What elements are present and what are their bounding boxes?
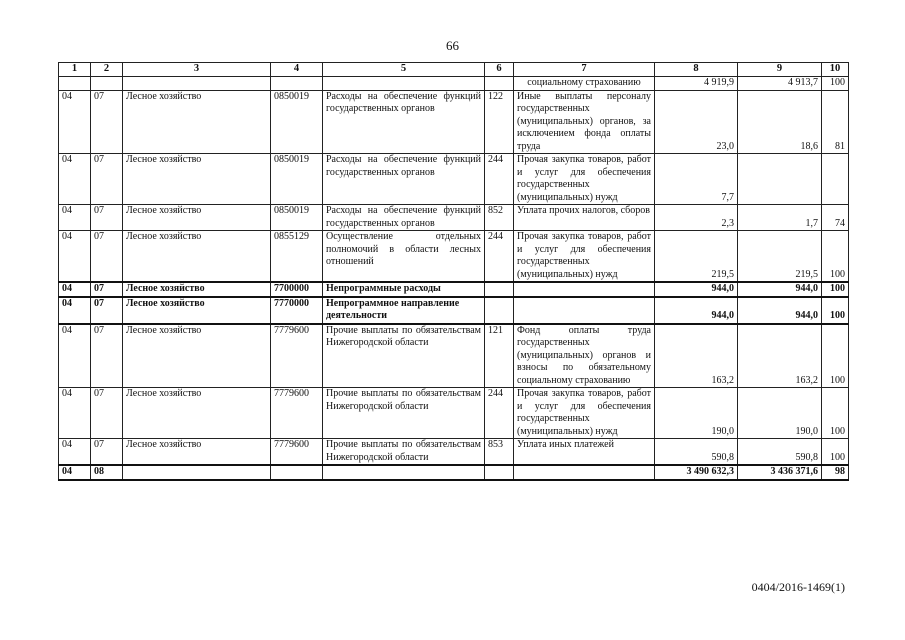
cell-subsection: 07 [91, 282, 123, 297]
cell-actual: 944,0 [738, 282, 822, 297]
cell-article-name: Непрограммные расходы [323, 282, 485, 297]
cell-actual: 18,6 [738, 90, 822, 154]
cell-expense-type: 853 [485, 439, 514, 466]
cell-plan: 190,0 [655, 388, 738, 439]
header-cell: 10 [822, 63, 849, 77]
cell-section: 04 [59, 297, 91, 324]
cell-plan: 944,0 [655, 297, 738, 324]
cell-percent: 100 [822, 439, 849, 466]
header-cell: 6 [485, 63, 514, 77]
cell-target-article: 7779600 [271, 324, 323, 388]
table-row [59, 205, 849, 231]
cell-actual: 219,5 [738, 231, 822, 283]
header-cell: 9 [738, 63, 822, 77]
cell-subsection [91, 77, 123, 91]
cell-actual: 163,2 [738, 324, 822, 388]
cell-plan: 590,8 [655, 439, 738, 466]
header-cell: 8 [655, 63, 738, 77]
cell-expense-type [485, 282, 514, 297]
cell-target-article: 0850019 [271, 154, 323, 205]
cell-expense-name [514, 465, 655, 480]
cell-plan: 944,0 [655, 282, 738, 297]
cell-target-article: 0850019 [271, 90, 323, 154]
cell-section: 04 [59, 324, 91, 388]
cell-subsection: 07 [91, 205, 123, 231]
table-row [59, 77, 849, 91]
table-row [59, 324, 849, 388]
table-row-total [59, 297, 849, 324]
cell-article-name [323, 77, 485, 91]
cell-subsection: 08 [91, 465, 123, 480]
table-row-total [59, 282, 849, 297]
header-cell: 3 [123, 63, 271, 77]
table-row-total [59, 465, 849, 480]
cell-expense-type [485, 297, 514, 324]
cell-target-article: 7779600 [271, 439, 323, 466]
cell-percent: 100 [822, 297, 849, 324]
header-cell: 2 [91, 63, 123, 77]
cell-plan: 3 490 632,3 [655, 465, 738, 480]
cell-target-article: 0850019 [271, 205, 323, 231]
cell-article-name: Непрограммное направление деятельности [323, 297, 485, 324]
cell-section: 04 [59, 388, 91, 439]
table-row [59, 154, 849, 205]
page-number: 66 [446, 38, 459, 53]
cell-target-article: 0855129 [271, 231, 323, 283]
cell-actual: 1,7 [738, 205, 822, 231]
cell-section-name: Лесное хозяйство [123, 154, 271, 205]
cell-expense-name: социальному страхованию [514, 77, 655, 91]
cell-expense-type [485, 465, 514, 480]
cell-section: 04 [59, 231, 91, 283]
cell-percent: 81 [822, 90, 849, 154]
cell-percent: 74 [822, 205, 849, 231]
header-cell: 7 [514, 63, 655, 77]
cell-actual: 944,0 [738, 297, 822, 324]
cell-expense-name: Иные выплаты персоналу государственных (муниципальных) органов, за исключением фонда оплаты труда [514, 90, 655, 154]
cell-plan: 23,0 [655, 90, 738, 154]
cell-article-name: Расходы на обеспечение функций государственных органов [323, 205, 485, 231]
cell-expense-name: Фонд оплаты труда государственных (муниципальных) органов и взносы по обязательному социальному страхованию [514, 324, 655, 388]
cell-percent: 100 [822, 231, 849, 283]
cell-subsection: 07 [91, 439, 123, 466]
cell-plan: 219,5 [655, 231, 738, 283]
header-row [59, 63, 849, 77]
cell-actual: 190,0 [738, 388, 822, 439]
cell-percent: 100 [822, 324, 849, 388]
document-code: 0404/2016-1469(1) [751, 580, 845, 594]
cell-plan: 163,2 [655, 324, 738, 388]
cell-section-name: Лесное хозяйство [123, 90, 271, 154]
cell-expense-name: Прочая закупка товаров, работ и услуг для обеспечения государственных (муниципальных) нужд [514, 154, 655, 205]
cell-subsection: 07 [91, 388, 123, 439]
cell-section-name: Лесное хозяйство [123, 297, 271, 324]
cell-subsection: 07 [91, 154, 123, 205]
cell-section-name [123, 465, 271, 480]
cell-expense-type: 122 [485, 90, 514, 154]
cell-article-name: Осуществление отдельных полномочий в области лесных отношений [323, 231, 485, 283]
table-row [59, 388, 849, 439]
cell-section: 04 [59, 439, 91, 466]
table-row [59, 90, 849, 154]
cell-section: 04 [59, 90, 91, 154]
cell-expense-type: 244 [485, 388, 514, 439]
cell-section: 04 [59, 154, 91, 205]
cell-target-article [271, 465, 323, 480]
header-cell: 4 [271, 63, 323, 77]
cell-section [59, 77, 91, 91]
cell-expense-type: 244 [485, 231, 514, 283]
cell-percent [822, 154, 849, 205]
cell-expense-type [485, 77, 514, 91]
cell-subsection: 07 [91, 324, 123, 388]
cell-article-name [323, 465, 485, 480]
cell-expense-name: Уплата иных платежей [514, 439, 655, 466]
cell-expense-name [514, 297, 655, 324]
cell-section-name: Лесное хозяйство [123, 324, 271, 388]
cell-target-article: 7700000 [271, 282, 323, 297]
cell-article-name: Прочие выплаты по обязательствам Нижегородской области [323, 439, 485, 466]
cell-expense-type: 121 [485, 324, 514, 388]
cell-percent: 100 [822, 282, 849, 297]
cell-section-name: Лесное хозяйство [123, 205, 271, 231]
cell-section-name: Лесное хозяйство [123, 282, 271, 297]
cell-article-name: Прочие выплаты по обязательствам Нижегородской области [323, 388, 485, 439]
cell-article-name: Расходы на обеспечение функций государственных органов [323, 154, 485, 205]
table-row [59, 231, 849, 283]
cell-article-name: Расходы на обеспечение функций государственных органов [323, 90, 485, 154]
cell-expense-name: Уплата прочих налогов, сборов [514, 205, 655, 231]
cell-actual: 590,8 [738, 439, 822, 466]
cell-expense-name: Прочая закупка товаров, работ и услуг для обеспечения государственных (муниципальных) нужд [514, 388, 655, 439]
cell-expense-type: 852 [485, 205, 514, 231]
cell-actual: 3 436 371,6 [738, 465, 822, 480]
cell-percent: 100 [822, 77, 849, 91]
cell-subsection: 07 [91, 231, 123, 283]
cell-percent: 100 [822, 388, 849, 439]
header-cell: 5 [323, 63, 485, 77]
cell-section-name: Лесное хозяйство [123, 388, 271, 439]
cell-plan: 2,3 [655, 205, 738, 231]
cell-plan: 4 919,9 [655, 77, 738, 91]
cell-actual: 4 913,7 [738, 77, 822, 91]
budget-table [58, 62, 849, 481]
cell-target-article: 7779600 [271, 388, 323, 439]
cell-section-name: Лесное хозяйство [123, 439, 271, 466]
table-row [59, 439, 849, 466]
cell-section: 04 [59, 205, 91, 231]
cell-percent: 98 [822, 465, 849, 480]
cell-section: 04 [59, 282, 91, 297]
cell-expense-name [514, 282, 655, 297]
cell-subsection: 07 [91, 297, 123, 324]
cell-expense-name: Прочая закупка товаров, работ и услуг для обеспечения государственных (муниципальных) нужд [514, 231, 655, 283]
header-cell: 1 [59, 63, 91, 77]
cell-section: 04 [59, 465, 91, 480]
cell-target-article [271, 77, 323, 91]
cell-article-name: Прочие выплаты по обязательствам Нижегородской области [323, 324, 485, 388]
cell-actual [738, 154, 822, 205]
cell-expense-type: 244 [485, 154, 514, 205]
cell-subsection: 07 [91, 90, 123, 154]
cell-plan: 7,7 [655, 154, 738, 205]
cell-target-article: 7770000 [271, 297, 323, 324]
cell-section-name [123, 77, 271, 91]
cell-section-name: Лесное хозяйство [123, 231, 271, 283]
